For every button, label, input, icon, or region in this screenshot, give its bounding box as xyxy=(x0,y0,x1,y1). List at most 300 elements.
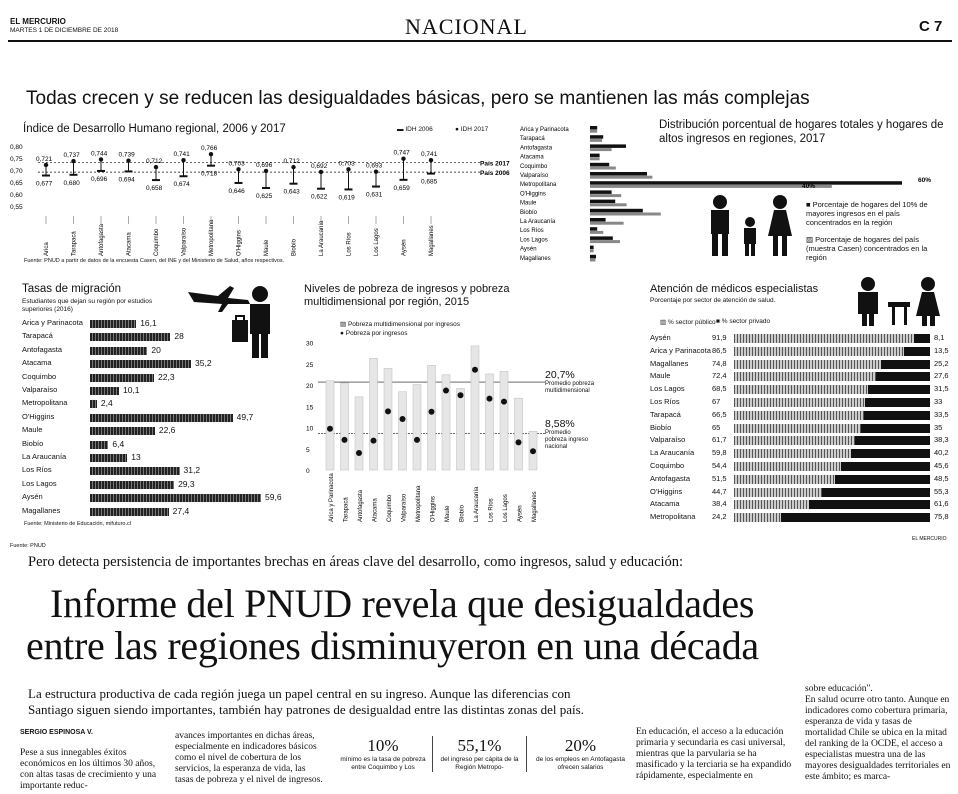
idh-point-2006 xyxy=(97,170,105,172)
doctors-public-value: 91,9 xyxy=(712,333,727,342)
doctors-private-value: 45,6 xyxy=(934,461,949,470)
idh-region-label: Los Ríos xyxy=(346,232,353,256)
doctors-row-label: O'Higgins xyxy=(650,486,683,496)
idh-label-2006: 0,659 xyxy=(393,184,410,192)
dist-region-label: Antofagasta xyxy=(520,145,553,152)
dist-bar-top10 xyxy=(590,181,902,185)
migration-value: 22,3 xyxy=(158,371,175,382)
dist-bar-total xyxy=(590,222,624,225)
idh-region-label: Coquimbo xyxy=(154,228,160,256)
section-title: NACIONAL xyxy=(405,14,528,39)
doctors-row-label: Arica y Parinacota xyxy=(650,345,711,355)
dist-bar-top10 xyxy=(590,246,594,250)
graphic-source: Fuente: PNUD xyxy=(10,543,46,549)
doctors-public-bar xyxy=(734,360,881,369)
doctors-public-bar xyxy=(734,488,822,497)
migration-bar xyxy=(90,508,169,516)
migration-bar xyxy=(90,494,261,502)
idh-point-2006 xyxy=(235,182,243,184)
doctors-private-value: 8,1 xyxy=(934,333,945,342)
poverty-ytick: 20 xyxy=(306,383,314,390)
poverty-region-label: Magallanes xyxy=(532,491,538,522)
idh-ytick: 0,55 xyxy=(10,204,23,211)
doctors-private-value: 27,6 xyxy=(934,371,949,381)
poverty-region-label: Atacama xyxy=(372,498,379,522)
idh-point-2017 xyxy=(291,165,295,169)
doctors-private-bar xyxy=(876,372,930,381)
doctors-private-bar xyxy=(865,398,930,407)
migration-bar xyxy=(90,467,180,475)
idh-label-2006: 0,646 xyxy=(228,187,245,195)
idh-label-2006: 0,619 xyxy=(338,194,355,202)
doctors-private-bar xyxy=(914,334,930,343)
poverty-ytick: 0 xyxy=(306,468,310,475)
doctors-private-value: 61,6 xyxy=(934,499,949,509)
poverty-income-dot xyxy=(443,388,449,394)
idh-country-2006-label: País 2006 xyxy=(480,170,510,178)
idh-label-2006: 0,643 xyxy=(283,188,300,196)
poverty-income-dot xyxy=(371,438,377,444)
dist-bar-top10 xyxy=(590,236,613,240)
doctors-public-value: 59,8 xyxy=(712,448,727,458)
idh-ytick: 0,60 xyxy=(10,192,23,199)
idh-region-label: Tarapacá xyxy=(71,231,78,256)
idh-point-2017 xyxy=(346,167,350,171)
idh-label-2017: 0,737 xyxy=(63,152,80,160)
doctors-public-bar xyxy=(734,411,864,420)
migration-row-label: Atacama xyxy=(22,358,52,368)
dist-bar-top10 xyxy=(590,126,597,130)
migration-value: 35,2 xyxy=(195,358,212,369)
migration-value: 13 xyxy=(131,452,141,462)
idh-point-2006 xyxy=(125,170,133,172)
dist-bar-total xyxy=(590,240,620,243)
doctors-public-value: 74,8 xyxy=(712,358,727,368)
migration-value: 59,6 xyxy=(265,492,282,503)
dist-bar-total xyxy=(590,213,661,216)
doctors-row-label: Coquimbo xyxy=(650,461,685,470)
idh-region-label: Los Lagos xyxy=(374,228,380,256)
poverty-avg2-label: Promedio pobreza ingreso nacional xyxy=(545,430,589,450)
migration-row-label: Metropolitana xyxy=(22,398,68,408)
migration-row-label: Valparaíso xyxy=(22,385,58,394)
idh-ytick: 0,65 xyxy=(10,180,23,187)
doctors-public-value: 54,4 xyxy=(712,461,727,470)
dist-bar-top10 xyxy=(590,190,612,194)
page-number: C 7 xyxy=(919,18,943,35)
poverty-income-dot xyxy=(487,396,493,402)
idh-label-2017: 0,703 xyxy=(228,160,245,168)
idh-label-2006: 0,677 xyxy=(36,180,53,188)
paper-date: MARTES 1 DE DICIEMBRE DE 2018 xyxy=(10,27,119,34)
doctors-public-bar xyxy=(734,334,914,343)
idh-region-label: Valparaíso xyxy=(181,227,188,256)
migration-title: Tasas de migración xyxy=(22,283,122,295)
idh-legend-2017: ● IDH 2017 xyxy=(455,126,489,133)
migration-row-label: Biobío xyxy=(22,438,44,448)
poverty-multi-bar xyxy=(500,371,508,470)
idh-point-2006 xyxy=(180,175,188,177)
poverty-region-label: La Araucanía xyxy=(474,486,480,522)
doctor-patient-icon xyxy=(848,276,948,328)
migration-row-label: Coquimbo xyxy=(22,371,57,381)
doctors-public-bar xyxy=(734,385,868,394)
migration-row-label: Los Lagos xyxy=(22,478,57,488)
dist-region-label: Metropolitana xyxy=(520,182,557,189)
doctors-row-label: La Araucanía xyxy=(650,448,695,458)
doctors-legend-public: ▥ % sector público xyxy=(660,319,716,326)
idh-label-2006: 0,625 xyxy=(256,193,273,200)
poverty-region-label: O'Higgins xyxy=(430,496,437,522)
idh-label-2006: 0,718 xyxy=(201,170,218,178)
doctors-private-bar xyxy=(861,424,930,433)
poverty-avg1-value: 20,7% xyxy=(545,369,575,381)
poverty-income-dot xyxy=(516,439,522,445)
doctors-public-bar xyxy=(734,475,835,484)
dist-bar-total xyxy=(590,157,600,160)
idh-label-2017: 0,703 xyxy=(338,160,355,168)
migration-value: 27,4 xyxy=(172,505,190,516)
poverty-multi-bar xyxy=(515,398,523,470)
idh-ytick: 0,75 xyxy=(10,156,23,163)
doctors-public-bar xyxy=(734,462,841,471)
stat-3-value: 20% xyxy=(564,736,597,755)
migration-value: 22,6 xyxy=(158,425,176,436)
migration-value: 10,1 xyxy=(122,385,140,395)
doctors-public-value: 72,4 xyxy=(712,371,727,381)
family-icon xyxy=(700,192,800,262)
poverty-region-label: Arica y Parinacota xyxy=(329,473,335,522)
idh-point-2017 xyxy=(71,159,75,163)
top-headline: Todas crecen y se reducen las desigualdades básicas, pero se mantienen las más complejas xyxy=(26,88,810,109)
dist-region-label: Los Ríos xyxy=(520,228,544,235)
doctors-public-value: 66,5 xyxy=(712,409,727,419)
poverty-title: Niveles de pobreza de ingresos y pobreza multidimensional por región, 2015 xyxy=(304,283,510,308)
idh-point-2006 xyxy=(290,183,298,185)
idh-region-label: Antofagasta xyxy=(99,223,105,256)
dist-region-label: Valparaíso xyxy=(520,173,549,179)
poverty-income-dot xyxy=(385,408,391,414)
idh-label-2017: 0,712 xyxy=(283,158,300,166)
doctors-public-bar xyxy=(734,500,809,509)
doctors-subtitle: Porcentaje por sector de atención de salud. xyxy=(650,297,776,304)
idh-region-label: Aysén xyxy=(401,239,408,256)
idh-region-label: La Araucanía xyxy=(319,220,325,256)
poverty-multi-bar xyxy=(384,368,392,470)
doctors-public-value: 65 xyxy=(712,422,721,432)
idh-region-label: Atacama xyxy=(126,232,133,256)
idh-label-2017: 0,693 xyxy=(366,162,383,170)
doctors-public-value: 44,7 xyxy=(712,486,727,496)
migration-value: 31,2 xyxy=(183,465,201,476)
doctors-row-label: Aysén xyxy=(650,333,671,342)
idh-title: Índice de Desarrollo Humano regional, 2006 y 2017 xyxy=(23,123,286,135)
doctors-private-bar xyxy=(781,513,930,522)
poverty-income-dot xyxy=(429,409,435,415)
doctors-private-bar xyxy=(841,462,930,471)
dist-bar-top10 xyxy=(590,227,597,231)
idh-chart xyxy=(10,138,510,268)
migration-row-label: Tarapacá xyxy=(22,331,53,341)
poverty-multi-bar xyxy=(326,381,334,470)
dist-bar-top10 xyxy=(590,154,600,158)
doctors-row-label: Los Ríos xyxy=(650,397,680,406)
article-col-6: En salud ocurre otro tanto. Aunque en indicadores como cobertura primaria, esperanza de vida y tasas de mortalidad Chile se ubica en la mitad del ranking de la OCDE, el acceso a especialistas muestra una de las mayores desigualdades territoriales en este ámbito; es marca- xyxy=(805,695,951,782)
doctors-public-value: 61,7 xyxy=(712,435,727,445)
dist-legend-1: ■ Porcentaje de hogares del 10% de mayores ingresos en el país concentrados en la región xyxy=(806,200,928,227)
idh-point-2006 xyxy=(152,179,160,181)
poverty-ytick: 30 xyxy=(306,340,314,348)
idh-point-2006 xyxy=(427,173,435,175)
doctors-row-label: Antofagasta xyxy=(650,473,691,483)
article-col-2: avances importantes en dichas áreas, especialmente en indicadores básicos como el nivel de cobertura de los servicios, la esperanza de vida, las tasas de pobreza y el nivel de ingresos. xyxy=(175,731,323,785)
article-col-1: Pese a sus innegables éxitos económicos en los últimos 30 años, con altas tasas de crecimiento y una importante reduc- xyxy=(20,748,157,791)
idh-region-label: Metropolitana xyxy=(209,219,215,256)
idh-point-2017 xyxy=(209,152,213,156)
stat-box-3 xyxy=(533,736,628,772)
poverty-multi-bar xyxy=(457,388,465,470)
poverty-multi-bar xyxy=(486,374,494,470)
dist-legend-2: ▨ Porcentaje de hogares del país (muestra Casen) concentrados en la región xyxy=(806,235,928,262)
stat-box-1 xyxy=(338,736,428,772)
doctors-public-value: 67 xyxy=(712,397,721,406)
poverty-region-label: Antofagasta xyxy=(358,489,364,522)
doctors-private-bar xyxy=(851,449,930,458)
idh-label-2017: 0,739 xyxy=(118,151,135,159)
dist-region-label: Maule xyxy=(520,200,537,207)
doctors-row-label: Atacama xyxy=(650,499,680,509)
idh-point-2006 xyxy=(262,187,270,189)
kicker: Pero detecta persistencia de importantes brechas en áreas clave del desarrollo, como ingresos, salud y educación: xyxy=(28,554,684,570)
doctors-private-bar xyxy=(835,475,930,484)
doctors-private-value: 35 xyxy=(934,422,943,432)
poverty-multi-bar xyxy=(428,365,436,470)
poverty-income-dot xyxy=(327,426,333,432)
doctors-chart xyxy=(650,333,950,533)
idh-label-2017: 0,712 xyxy=(146,158,163,166)
dist-region-label: Biobío xyxy=(520,209,538,216)
dist-region-label: La Araucanía xyxy=(520,219,556,225)
migration-bar xyxy=(90,374,154,382)
poverty-ytick: 5 xyxy=(306,446,310,454)
dist-region-label: O'Higgins xyxy=(520,191,546,198)
idh-label-2006: 0,631 xyxy=(366,191,383,199)
migration-value: 49,7 xyxy=(236,411,254,422)
migration-bar xyxy=(90,427,155,435)
doctors-private-value: 13,5 xyxy=(934,345,949,355)
doctors-row-label: Metropolitana xyxy=(650,512,696,522)
doctors-private-bar xyxy=(868,385,930,394)
poverty-chart xyxy=(300,295,640,545)
dist-region-label: Aysén xyxy=(520,246,537,253)
migration-row-label: La Araucanía xyxy=(22,452,67,461)
doctors-source: EL MERCURIO xyxy=(912,536,947,542)
dist-bar-top10 xyxy=(590,255,596,258)
idh-label-2017: 0,721 xyxy=(36,155,53,163)
migration-row-label: Antofagasta xyxy=(22,344,63,354)
doctors-public-value: 51,5 xyxy=(712,473,727,483)
doctors-public-bar xyxy=(734,347,904,356)
dist-region-label: Coquimbo xyxy=(520,163,548,170)
doctors-row-label: Tarapacá xyxy=(650,409,681,419)
poverty-region-label: Metropolitana xyxy=(416,485,422,522)
dist-region-label: Atacama xyxy=(520,154,544,161)
idh-point-2017 xyxy=(99,157,103,161)
dist-bar-total xyxy=(590,194,621,197)
headline-line-2: entre las regiones disminuyeron en una década xyxy=(26,623,759,668)
idh-region-label: Magallanes xyxy=(429,225,435,256)
migration-bar xyxy=(90,320,136,328)
idh-point-2006 xyxy=(400,179,408,181)
masthead-rule xyxy=(8,40,952,42)
idh-point-2017 xyxy=(429,158,433,162)
poverty-region-label: Aysén xyxy=(517,505,524,522)
idh-point-2017 xyxy=(126,158,130,162)
idh-label-2017: 0,741 xyxy=(173,151,190,159)
migration-bar xyxy=(90,414,233,422)
doctors-public-bar xyxy=(734,424,861,433)
headline-line-1: Informe del PNUD revela que desigualdades xyxy=(50,581,755,626)
poverty-income-dot xyxy=(530,448,536,454)
dist-bar-top10 xyxy=(590,144,626,148)
idh-label-2017: 0,744 xyxy=(91,150,108,158)
poverty-multi-bar xyxy=(355,397,363,470)
doctors-private-value: 38,3 xyxy=(934,435,949,445)
idh-point-2006 xyxy=(345,188,353,190)
doctors-private-value: 31,5 xyxy=(934,384,949,394)
idh-source: Fuente: PNUD a partir de datos de la encuesta Casen, del INE y del Ministerio de Salud, años respectivos. xyxy=(24,258,285,264)
poverty-multi-bar xyxy=(399,392,407,470)
doctors-public-value: 86,5 xyxy=(712,345,727,355)
idh-region-label: Maule xyxy=(264,239,270,256)
doctors-row-label: Valparaíso xyxy=(650,435,686,445)
dist-bar-total xyxy=(590,130,597,133)
idh-label-2006: 0,696 xyxy=(91,175,108,183)
doctors-private-value: 40,2 xyxy=(934,448,949,458)
idh-label-2017: 0,766 xyxy=(201,145,218,153)
doctors-public-bar xyxy=(734,449,851,458)
doctors-public-bar xyxy=(734,372,876,381)
dist-region-label: Tarapacá xyxy=(520,136,545,143)
doctors-private-value: 75,8 xyxy=(934,512,949,522)
doctors-public-bar xyxy=(734,436,855,445)
poverty-income-dot xyxy=(414,437,420,443)
dist-bar-total xyxy=(590,167,616,170)
doctors-public-value: 38,4 xyxy=(712,499,727,509)
idh-point-2017 xyxy=(236,167,240,171)
byline: SERGIO ESPINOSA V. xyxy=(20,729,94,736)
article-col-5: En educación, el acceso a la educación primaria y secundaria es casi universal, mientras que la parvularia se ha masificado y la terciaria se ha expandido rápidamente, especialmente en xyxy=(636,727,792,781)
migration-bar xyxy=(90,400,97,408)
idh-point-2017 xyxy=(374,169,378,173)
doctors-public-bar xyxy=(734,513,781,522)
article-col-6-top: sobre educación". xyxy=(805,684,873,694)
doctors-private-value: 33 xyxy=(934,397,943,406)
poverty-legend-2: ● Pobreza por ingresos xyxy=(340,330,408,337)
dist-bar-top10 xyxy=(590,218,606,222)
deck-line-1: La estructura productiva de cada región juega un papel central en su ingreso. Aunque las diferencias con xyxy=(28,686,571,701)
idh-label-2006: 0,622 xyxy=(311,193,328,201)
idh-point-2006 xyxy=(42,175,50,177)
poverty-avg1-label: Promedio pobreza multidimensional xyxy=(545,381,595,394)
poverty-legend-1: ▨ Pobreza multidimensional por ingresos xyxy=(340,321,460,328)
dist-bar-top10 xyxy=(590,200,615,204)
idh-point-2017 xyxy=(181,158,185,162)
idh-ytick: 0,70 xyxy=(10,168,23,175)
dist-bar-total xyxy=(590,176,652,179)
idh-label-2017: 0,741 xyxy=(421,151,438,159)
doctors-row-label: Maule xyxy=(650,371,671,381)
migration-value: 29,3 xyxy=(178,478,195,489)
poverty-income-dot xyxy=(472,367,478,373)
idh-label-2006: 0,658 xyxy=(146,185,163,193)
stat-3-label: de los empleos en Antofagasta ofrecen salarios xyxy=(536,756,625,771)
idh-label-2006: 0,680 xyxy=(63,179,80,187)
idh-legend-2006: ▬ IDH 2006 xyxy=(397,126,433,133)
poverty-income-dot xyxy=(458,392,464,398)
migration-bar xyxy=(90,454,127,462)
migration-value: 6,4 xyxy=(112,438,125,449)
poverty-ytick: 10 xyxy=(306,425,314,433)
poverty-region-label: Los Ríos xyxy=(488,498,495,522)
idh-label-2006: 0,694 xyxy=(118,176,135,184)
poverty-multi-bar xyxy=(370,358,378,470)
migration-value: 20 xyxy=(151,344,161,355)
migration-bar xyxy=(90,347,147,355)
migration-bar xyxy=(90,481,174,489)
dist-bar-top10 xyxy=(590,172,647,176)
idh-point-2006 xyxy=(70,174,78,176)
idh-point-2017 xyxy=(401,157,405,161)
idh-label-2017: 0,692 xyxy=(311,162,328,170)
doctors-private-bar xyxy=(855,436,930,445)
stat-1-value: 10% xyxy=(367,736,399,755)
migration-row-label: Arica y Parinacota xyxy=(22,318,83,327)
doctors-private-bar xyxy=(881,360,930,369)
poverty-region-label: Valparaíso xyxy=(401,493,408,522)
doctors-public-value: 68,5 xyxy=(712,384,727,394)
migration-row-label: Los Ríos xyxy=(22,465,52,475)
dist-region-label: Los Lagos xyxy=(520,237,548,244)
migration-bar xyxy=(90,360,191,368)
poverty-income-dot xyxy=(400,416,406,422)
dist-bar-total xyxy=(590,203,627,206)
migration-row-label: Aysén xyxy=(22,492,43,502)
migration-value: 28 xyxy=(174,331,184,342)
dist-region-label: Arica y Parinacota xyxy=(520,127,569,133)
dist-bar-total xyxy=(590,148,612,151)
stat-box-2 xyxy=(432,736,527,772)
stat-2-value: 55,1% xyxy=(457,736,502,755)
dist-bar-total xyxy=(590,231,603,234)
poverty-multi-bar xyxy=(341,383,349,470)
dist-bar-total xyxy=(590,139,602,142)
stat-1-label: mínimo es la tasa de pobreza entre Coquimbo y Los xyxy=(340,756,426,771)
idh-country-2017-label: País 2017 xyxy=(480,160,510,168)
doctors-private-value: 25,2 xyxy=(934,358,949,368)
doctors-private-bar xyxy=(809,500,930,509)
migration-row-label: O'Higgins xyxy=(22,411,55,421)
deck-line-2: Santiago siguen siendo importantes, también hay patrones de desigualdad entre las distintas zonas del país. xyxy=(28,702,584,717)
idh-label-2006: 0,685 xyxy=(421,178,438,186)
idh-point-2017 xyxy=(44,163,48,167)
migration-bar xyxy=(90,387,119,395)
poverty-region-label: Biobío xyxy=(459,504,466,522)
poverty-avg2-value: 8,58% xyxy=(545,418,575,430)
idh-point-2017 xyxy=(154,165,158,169)
migration-bar xyxy=(90,333,170,341)
dist-60pct-label: 60% xyxy=(918,177,932,184)
